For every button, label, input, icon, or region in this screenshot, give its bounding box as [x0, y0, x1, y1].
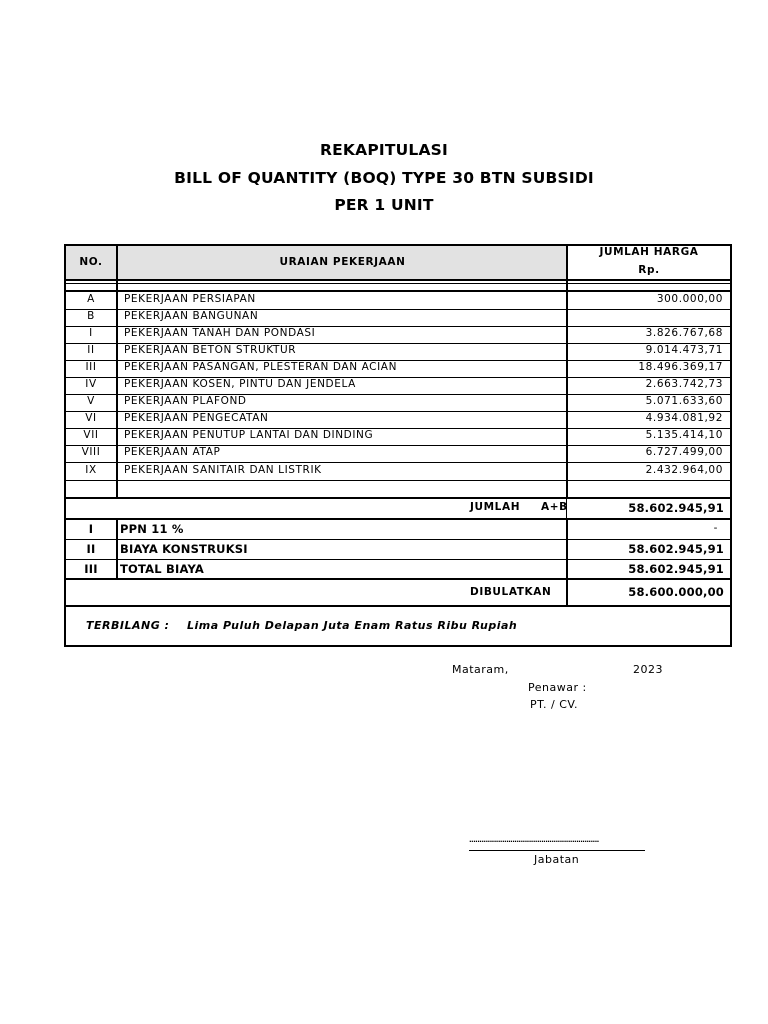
signature-underline [469, 850, 645, 851]
jumlah-label: JUMLAH [470, 501, 521, 513]
row-price: 4.934.081,92 [645, 412, 723, 424]
row-number: II [87, 344, 95, 356]
row-price: 2.432.964,00 [645, 464, 723, 476]
summary-number: I [88, 522, 94, 536]
row-line [64, 480, 732, 481]
row-number: A [87, 293, 95, 305]
row-price: 18.496.369,17 [638, 361, 723, 373]
row-description: PEKERJAAN PASANGAN, PLESTERAN DAN ACIAN [124, 361, 398, 373]
row-description: PEKERJAAN SANITAIR DAN LISTRIK [124, 464, 322, 476]
summary-label: PPN 11 % [120, 522, 184, 536]
penawar-label: Penawar : [528, 681, 587, 694]
row-price: 3.826.767,68 [645, 327, 723, 339]
row-number: I [89, 327, 93, 339]
year-label: 2023 [633, 663, 663, 676]
row-number: VII [83, 429, 99, 441]
row-price: 9.014.473,71 [645, 344, 723, 356]
company-label: PT. / CV. [530, 698, 579, 711]
row-description: PEKERJAAN TANAH DAN PONDASI [124, 327, 316, 339]
summary-value: - [713, 522, 718, 534]
signature-line: ............................................................... [469, 836, 599, 844]
header-bottom-line [64, 279, 732, 281]
row-description: PEKERJAAN ATAP [124, 446, 221, 458]
row-description: PEKERJAAN PENUTUP LANTAI DAN DINDING [124, 429, 374, 441]
row-description: PEKERJAAN BANGUNAN [124, 310, 259, 322]
row-price: 2.663.742,73 [645, 378, 723, 390]
row-price: 6.727.499,00 [645, 446, 723, 458]
terbilang-label: TERBILANG : [86, 619, 170, 632]
spacer-row-line [64, 283, 732, 284]
col-divider-price-summary [566, 518, 568, 579]
row-number: VI [85, 412, 97, 424]
terbilang-value: Lima Puluh Delapan Juta Enam Ratus Ribu Rupiah [187, 619, 518, 632]
row-description: PEKERJAAN PENGECATAN [124, 412, 269, 424]
row-description: PEKERJAAN BETON STRUKTUR [124, 344, 297, 356]
summary-number: III [84, 562, 98, 576]
row-line [64, 559, 732, 560]
summary-label: BIAYA KONSTRUKSI [120, 542, 248, 556]
jumlah-top-line [64, 497, 732, 499]
row-number: IX [85, 464, 97, 476]
document-title: REKAPITULASI [319, 141, 449, 159]
dibulatkan-bottom-line [64, 605, 732, 607]
column-header-desc: URAIAN PEKERJAAN [279, 256, 406, 268]
summary-value: 58.602.945,91 [628, 562, 724, 576]
summary-top-line [64, 518, 732, 520]
jabatan-label: Jabatan [534, 853, 580, 866]
row-number: III [85, 361, 97, 373]
row-number: IV [85, 378, 97, 390]
summary-value: 58.602.945,91 [628, 542, 724, 556]
row-number: VIII [81, 446, 101, 458]
summary-number: II [86, 542, 96, 556]
row-price: 300.000,00 [656, 293, 723, 305]
document-unit: PER 1 UNIT [334, 196, 434, 214]
row-price: 5.135.414,10 [645, 429, 723, 441]
column-header-currency: Rp. [638, 264, 660, 276]
jumlah-value: 58.602.945,91 [628, 501, 724, 515]
col-divider-dibulatkan [566, 579, 568, 606]
row-number: V [87, 395, 95, 407]
row-line [64, 539, 732, 540]
jumlah-formula: A+B [541, 501, 568, 513]
row-number: B [87, 310, 95, 322]
row-description: PEKERJAAN PERSIAPAN [124, 293, 256, 305]
row-price: 5.071.633,60 [645, 395, 723, 407]
summary-bottom-line [64, 578, 732, 580]
dibulatkan-value: 58.600.000,00 [628, 585, 724, 599]
place-label: Mataram, [452, 663, 509, 676]
row-description: PEKERJAAN KOSEN, PINTU DAN JENDELA [124, 378, 356, 390]
column-header-price: JUMLAH HARGA [599, 246, 699, 258]
document-subtitle: BILL OF QUANTITY (BOQ) TYPE 30 BTN SUBSIDI [174, 169, 594, 187]
column-header-no: NO. [79, 256, 103, 268]
dibulatkan-label: DIBULATKAN [470, 586, 552, 598]
summary-label: TOTAL BIAYA [120, 562, 204, 576]
row-description: PEKERJAAN PLAFOND [124, 395, 247, 407]
